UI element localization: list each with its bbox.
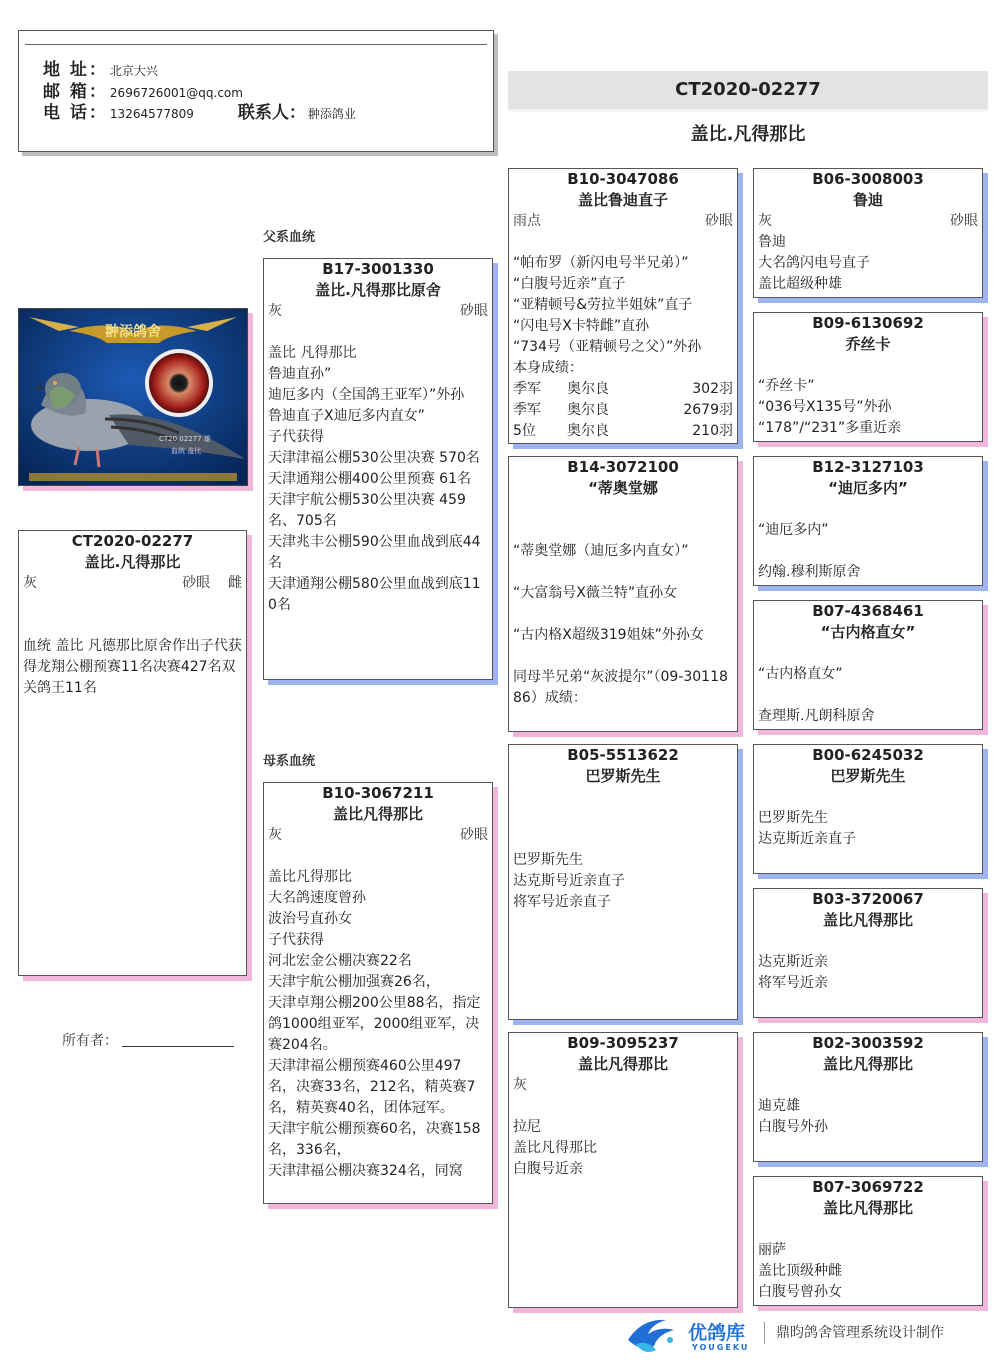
dss-ring: B00-6245032 [812,746,924,764]
subject-card [18,530,247,976]
dds-ring: B02-3003592 [812,1034,924,1052]
footer [622,1306,982,1358]
ss-line: 本身成绩： [513,360,583,376]
dss-line: 达克斯近亲直子 [758,831,856,847]
contact-rule [25,44,487,45]
dds-line: 白腹号外孙 [758,1119,828,1135]
dam-line: 波治号直孙女 [268,911,352,927]
sire-color: 灰 [268,303,282,319]
sire-line: 盖比 凡得那比 [268,345,357,361]
dds-name: 盖比凡得那比 [822,1055,913,1073]
phone-value: 13264577809 [109,107,194,121]
sire-line: 天津兆丰公棚590公里血战到底44名 [268,534,481,571]
dss-line: 巴罗斯先生 [758,810,828,826]
sss-meta [758,211,978,232]
footer-separator [764,1322,765,1344]
sss-card [753,168,983,298]
sss-color: 灰 [758,213,772,229]
dam-line: 天津宇航公棚预赛60名，决赛158名，336名， [268,1121,481,1158]
dam-line: 盖比凡得那比 [268,869,352,885]
subject-ring: CT2020-02277 [71,532,194,550]
dam-line: 天津卓翔公棚200公里88名，指定鸽1000组亚军，2000组亚军，决赛204名。 [268,995,481,1053]
photo-caption-2: 血统 盖比 [171,447,202,455]
sdd-line: “古内格直女” [758,666,843,682]
dam-meta [268,825,488,846]
ss-meta [513,211,733,232]
ddd-line: 白腹号曾孙女 [758,1284,842,1300]
sire-line: 迪厄多内（全国鸽王亚军）”外孙 [268,387,465,403]
made-by: 鼎昀鸽舍管理系统设计制作 [776,1325,944,1341]
ss-result-row: 季军 奥尔良 2679羽 [513,402,733,418]
dd-color: 灰 [513,1077,527,1093]
pigeon-photo [18,308,248,486]
dd-line: 盖比凡得那比 [513,1140,597,1156]
sds-line: “迪厄多内” [758,522,829,538]
sds-line: 约翰.穆利斯原舍 [758,564,861,580]
sd-line: “大富翁号X薇兰特”直孙女 [513,585,678,601]
address-label: 地 址： [43,60,108,80]
dd-line: 拉尼 [513,1119,541,1135]
ds-line: 将军号近亲直子 [513,894,611,910]
phone-label: 电 话： [43,103,108,123]
dam-line: 天津津福公棚预赛460公里497名，决赛33名，212名，精英赛7名，精英赛40名，团体冠军。 [268,1058,476,1116]
ss-card [508,168,738,444]
sdd-line: 查理斯.凡朗科原舍 [758,708,875,724]
owner-line [122,1032,234,1047]
dam-ring: B10-3067211 [322,784,434,802]
ss-result-row: 季军 奥尔良 302羽 [513,381,733,397]
dam-card [263,782,493,1204]
dd-line: 白腹号近亲 [513,1161,583,1177]
ss-line: “734号（亚精顿号之父）”外孙 [513,339,702,355]
brand-logo-icon [622,1310,684,1356]
dsd-name: 盖比凡得那比 [822,911,913,929]
brand-name: 优鸽库 [688,1322,746,1344]
ddd-name: 盖比凡得那比 [822,1199,913,1217]
ssd-line: “178”/“231”多重近亲 [758,420,902,436]
photo-banner: 翀添鸽舍 [105,324,161,340]
dss-card [753,744,983,874]
sss-line: 大名鸽闪电号直子 [758,255,870,271]
sire-eye: 砂眼 [460,303,488,319]
ssd-ring: B09-6130692 [812,314,924,332]
ssd-line: “乔丝卡” [758,378,815,394]
pigeon-photo-art [19,309,247,485]
dds-line: 迪克雄 [758,1098,800,1114]
phone-row [43,98,356,123]
email-label: 邮 箱： [43,82,108,102]
sds-ring: B12-3127103 [812,458,924,476]
sire-line: 天津通翔公棚580公里血战到底110名 [268,576,481,613]
sire-ring: B17-3001330 [322,260,434,278]
ds-name: 巴罗斯先生 [585,767,661,785]
dss-name: 巴罗斯先生 [830,767,906,785]
subject-eye: 砂眼 [182,575,211,591]
contact-person-value: 翀添鸽业 [307,107,356,121]
ssd-line: “036号X135号”外孙 [758,399,892,415]
sdd-ring: B07-4368461 [812,602,924,620]
sd-name: “蒂奥堂娜 [588,479,658,497]
dd-card [508,1032,738,1308]
dam-line: 天津津福公棚决赛324名，同窝 [268,1163,463,1179]
sd-line: “蒂奥堂娜（迪厄多内直女）” [513,543,689,559]
dam-line: 子代获得 [268,932,324,948]
ss-result-row: 5位 奥尔良 210羽 [513,423,733,439]
subject-note: 血统 盖比 凡德那比原舍作出子代获得龙翔公棚预赛11名决赛427名双关鸽王11名 [23,638,242,696]
ddd-ring: B07-3069722 [812,1178,924,1196]
dsd-ring: B03-3720067 [812,890,924,908]
dam-section-label: 母系血统 [263,754,316,769]
subject-name: 盖比.凡得那比 [84,553,181,571]
dam-line: 河北宏金公棚决赛22名 [268,953,412,969]
page-title-ring: CT2020-02277 [508,71,988,112]
dam-line: 大名鸽速度曾孙 [268,890,366,906]
sire-line: 鲁迪直子X迪厄多内直女” [268,408,425,424]
dsd-card [753,888,983,1018]
dd-ring: B09-3095237 [567,1034,679,1052]
subject-meta [23,573,242,594]
sire-name: 盖比.凡得那比原舍 [315,281,441,299]
sd-line: “古内格X超级319姐妹”外孙女 [513,627,704,643]
sss-eye: 砂眼 [950,213,978,229]
subject-sex: 雌 [228,575,242,591]
sss-ring: B06-3008003 [812,170,924,188]
ssd-name: 乔丝卡 [845,335,891,353]
sire-line: 天津津福公棚530公里决赛 570名 [268,450,480,466]
sds-card [753,456,983,586]
ss-name: 盖比鲁迪直子 [577,191,668,209]
sss-name: 鲁迪 [852,191,883,209]
brand-name-en: YOUGEKU [692,1343,750,1352]
dd-name: 盖比凡得那比 [577,1055,668,1073]
sire-section-label: 父系血统 [263,230,316,245]
ds-line: 达克斯号近亲直子 [513,873,625,889]
ss-line: “帕布罗（新闪电号半兄弟）” [513,255,689,271]
sdd-name: “古内格直女” [820,623,916,641]
page-title-name: 盖比.凡得那比 [690,124,806,145]
ds-ring: B05-5513622 [567,746,679,764]
ss-line: “亚精顿号&劳拉半姐妹”直子 [513,297,693,313]
ddd-card [753,1176,983,1306]
dam-name: 盖比凡得那比 [332,805,423,823]
sire-card [263,258,493,680]
ss-color: 雨点 [513,213,541,229]
sss-line: 盖比超级种雄 [758,276,842,292]
dsd-line: 达克斯近亲 [758,954,828,970]
ddd-line: 丽萨 [758,1242,786,1258]
ds-line: 巴罗斯先生 [513,852,583,868]
dam-line: 天津宇航公棚加强赛26名， [268,974,440,990]
ss-line: “闪电号X卡特雌”直孙 [513,318,650,334]
dsd-line: 将军号近亲 [758,975,828,991]
sd-ring: B14-3072100 [567,458,679,476]
dds-card [753,1032,983,1162]
ss-ring: B10-3047086 [567,170,679,188]
dam-color: 灰 [268,827,282,843]
sd-card [508,456,738,732]
sire-meta [268,301,488,322]
ds-card [508,744,738,1020]
sire-line: 鲁迪直孙” [268,366,332,382]
sd-line: 同母半兄弟“灰波提尔”（09-3011886）成绩： [513,669,728,706]
sire-line: 天津宇航公棚530公里决赛 459名、705名 [268,492,466,529]
photo-caption-1: CT20 02277 雄 [159,435,211,443]
ddd-line: 盖比顶级种雌 [758,1263,842,1279]
contact-person-label: 联系人： [237,103,306,123]
address-value: 北京大兴 [109,64,158,78]
contact-box [18,30,494,152]
sdd-card [753,600,983,730]
ss-line: “白腹号近亲”直子 [513,276,626,292]
email-value: 2696726001@qq.com [109,86,243,100]
sire-line: 子代获得 [268,429,324,445]
ss-eye: 砂眼 [705,213,733,229]
owner-field [62,1030,234,1050]
sds-name: “迪厄多内” [828,479,908,497]
sss-line: 鲁迪 [758,234,786,250]
sire-line: 天津通翔公棚400公里预赛 61名 [268,471,471,487]
dam-eye: 砂眼 [460,827,488,843]
dd-meta [513,1075,733,1096]
owner-label: 所有者： [62,1033,118,1049]
ssd-card [753,312,983,442]
subject-color: 灰 [23,575,37,591]
